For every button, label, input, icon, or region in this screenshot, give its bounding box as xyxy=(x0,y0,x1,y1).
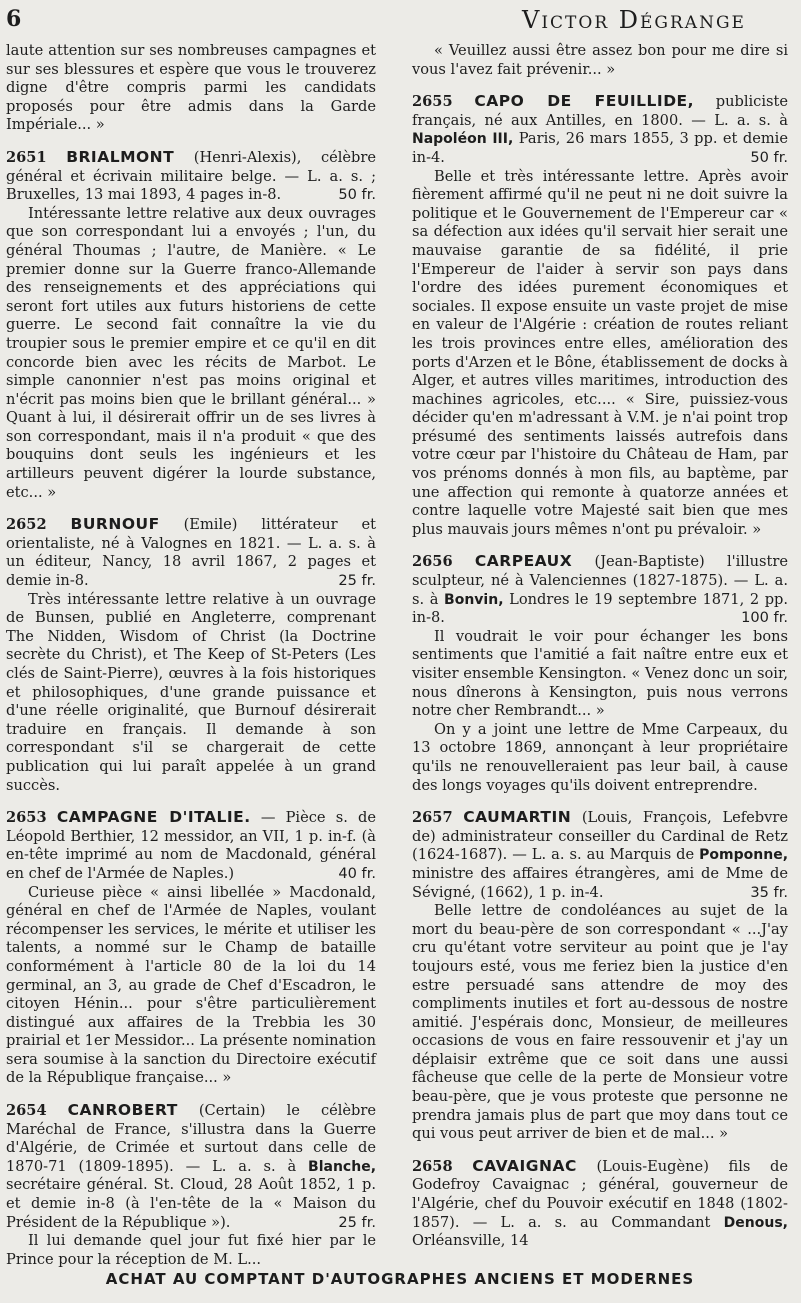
entry-description: Il voudrait le voir pour échanger les bons sentiments que l'amitié a fait naître entre eux et visiter ensemble Kensington. « Venez donc un soir, nous dînerons à Kensington, puis nous verrons notre cher Rembrandt... » xyxy=(412,627,788,720)
entry-details-continued: Londres le 19 septembre 1871, 2 pp. in-8. xyxy=(412,590,789,627)
entry-number: 2653 xyxy=(6,809,47,827)
page-number: 6 xyxy=(6,6,22,32)
entry-details-continued: ministre des affaires étrangères, ami de Mme de Sévigné, (1662), 1 p. in-4. xyxy=(412,864,788,901)
entry-details-continued: Paris, 26 mars 1855, 3 pp. et demie in-4. xyxy=(412,130,788,166)
catalog-entry xyxy=(412,552,788,795)
entry-description-note: On y a joint une lettre de Mme Carpeaux, du 13 octobre 1869, annonçant à leur propriétaire qu'ils ne renouvelleraient pas leur bail, à cause des longs voyages qu'ils doivent entreprendre. xyxy=(412,720,788,794)
entry-number: 2658 xyxy=(412,1157,453,1175)
catalog-entry xyxy=(412,808,788,1144)
entry-details: (Emile) littérateur et orientaliste, né à Valognes en 1821. — L. a. s. à un éditeur, Nancy, 18 avril 1867, 2 pages et demie in-8. xyxy=(6,516,377,590)
entry-number: 2652 xyxy=(6,516,47,534)
carryover-text xyxy=(412,42,788,79)
entry-name: BURNOUF xyxy=(70,515,160,534)
carryover-paragraph: laute attention sur ses nombreuses campagnes et sur ses blessures et espère que vous le trouverez digne d'être compris parmi les candidats proposés pour être admis dans la Garde Impériale... » xyxy=(6,42,376,134)
entry-details-continued: secrétaire général. St. Cloud, 28 Août 1852, 1 p. et demie in-8 (à l'en-tête de la « Maison du Président de la République »). xyxy=(6,1176,376,1231)
entry-recipient: Pomponne, xyxy=(699,847,789,864)
entry-description: Intéressante lettre relative aux deux ouvrages que son correspondant lui a envoyés ; l'un, du général Thoumas ; l'autre, de Manière. « Le premier donne sur la Guerre franco-Allemande des renseignements et des appréciations qui seront fort utiles aux futurs historiens de cette guerre. Le second fait connaître la vie du troupier sous le premier empire et ce qu'il en dit concorde bien avec les récits de Marbot. Le simple canonnier n'est pas moins original et n'écrit pas moins bien que le brillant général... » Quant à lui, il désirerait offrir un de ses livres à son correspondant, mais il n'a produit « que des bouquins dont seuls les ingénieurs et les artilleurs peuvent digérer la lourde substance, etc... » xyxy=(6,204,376,501)
entry-details: — Pièce s. de Léopold Berthier, 12 messidor, an VII, 1 p. in-f. (à en-tête imprimé au nom de Macdonald, général en chef de l'Armée de Naples.) xyxy=(6,809,377,882)
entry-number: 2651 xyxy=(6,148,47,166)
catalog-entry xyxy=(412,1157,788,1251)
entry-details: publiciste français, né aux Antilles, en 1800. — L. a. s. à xyxy=(412,93,789,129)
catalog-entry xyxy=(6,515,376,795)
entry-heading xyxy=(412,92,788,167)
entry-heading xyxy=(6,1101,376,1232)
entry-heading xyxy=(412,552,788,627)
entry-heading xyxy=(6,148,376,205)
entry-details: (Jean-Baptiste) l'illustre sculpteur, né à Valenciennes (1827-1875). — L. a. s. à xyxy=(412,553,789,608)
entry-number: 2657 xyxy=(412,809,453,827)
entry-name: CAUMARTIN xyxy=(463,808,572,827)
entry-name: CANROBERT xyxy=(67,1101,178,1120)
catalog-entry xyxy=(6,148,376,502)
entry-details: (Certain) le célèbre Maréchal de France, s'illustra dans la Guerre d'Algérie, de Crimée et surtout dans celle de 1870-71 (1809-1895). — L. a. s. à xyxy=(6,1102,377,1175)
entry-description: Très intéressante lettre relative à un ouvrage de Bunsen, publié en Angleterre, comprenant The Nidden, Wisdom of Christ (la Doctrine secrète du Christ), et The Keep of St-Peters (Les clés de Saint-Pierre), œuvres à la fois historiques et philosophiques, d'une grande puissance et d'une réelle originalité, que Burnouf désirerait traduire en français. Il demande à son correspondant s'il se chargerait de cette publication qui lui paraît appelée à un grand succès. xyxy=(6,590,376,794)
catalog-entry xyxy=(6,808,376,1088)
entry-details: (Henri-Alexis), célèbre général et écrivain militaire belge. — L. a. s. ; Bruxelles, 13 mai 1893, 4 pages in-8. xyxy=(6,148,377,204)
entry-description: Belle et très intéressante lettre. Après avoir fièrement affirmé qu'il ne peut ni ne doit suivre la politique et le Gouvernement de l'Empereur car « sa défection aux idées qu'il servait hier serait une mauvaise garantie de sa fidélité, il prie l'Empereur de l'aider à servir son pays dans l'ordre des idées purement économiques et sociales. Il expose ensuite un vaste projet de mise en valeur de l'Algérie : création de routes reliant les trois provinces entre elles, amélioration des ports d'Arzen et le Bône, établissement de docks à Alger, et autres villes maritimes, introduction des machines agricoles, etc.... « Sire, puissiez-vous décider qu'en m'adressant à V.M. je n'ai point trop présumé des sentiments laissés autrefois dans votre cœur par l'histoire du Château de Ham, par vos prénoms donnés à mon fils, au baptème, par une affection qui remonte à quatorze années et contre laquelle votre Majesté sait bien que mes plus mauvais jours mêmes n'ont pu prévaloir. » xyxy=(412,167,788,538)
entry-heading xyxy=(412,808,788,902)
entry-details: (Louis, François, Lefebvre de) administrateur conseiller du Cardinal de Retz (1624-1687). — L. a. s. au Marquis de xyxy=(412,809,789,864)
entry-price: 100 fr. xyxy=(741,609,788,627)
entry-recipient: Bonvin, xyxy=(444,591,504,608)
entry-number: 2654 xyxy=(6,1102,47,1120)
entry-recipient: Denous, xyxy=(723,1214,788,1231)
entry-description: Il lui demande quel jour fut fixé hier par le Prince pour la réception de M. L... xyxy=(6,1232,376,1268)
entry-price: 50 fr. xyxy=(338,186,376,204)
entry-heading xyxy=(412,1157,788,1251)
right-column xyxy=(412,42,788,1264)
entry-number: 2655 xyxy=(412,93,453,111)
entry-details: (Louis-Eugène) fils de Godefroy Cavaignac ; général, gouverneur de l'Algérie, chef du Pouvoir exécutif en 1848 (1802-1857). — L. a. s. au Commandant xyxy=(412,1157,788,1231)
entry-name: CAVAIGNAC xyxy=(472,1156,577,1175)
entry-heading xyxy=(6,515,376,590)
left-column xyxy=(6,42,376,1282)
entry-price: 25 fr. xyxy=(338,1213,376,1231)
entry-recipient: Napoléon III, xyxy=(412,131,514,148)
page-footer: ACHAT AU COMPTANT D'AUTOGRAPHES ANCIENS ET MODERNES xyxy=(105,1270,695,1288)
entry-number: 2656 xyxy=(412,553,453,571)
catalog-entry xyxy=(412,92,788,539)
entry-recipient: Blanche, xyxy=(308,1158,377,1175)
entry-price: 35 fr. xyxy=(750,883,788,901)
entry-name: CAPO DE FEUILLIDE, xyxy=(474,92,695,111)
running-title: Victor Dégrange xyxy=(522,6,746,34)
entry-price: 50 fr. xyxy=(750,148,788,166)
entry-price: 40 fr. xyxy=(338,864,376,882)
entry-description: Curieuse pièce « ainsi libellée » Macdonald, général en chef de l'Armée de Naples, voulant récompenser les services, le mérite et utiliser les talents, a nommé sur le Champ de bataille conformément à l'article 80 de la loi du 14 germinal, an 3, au grade de Chef d'Escadron, le citoyen Hénin... pour s'être particulièrement distingué aux affaires de la Trebbia les 30 prairial et 1er Messidor... La présente nomination sera soumise à la sanction du Directoire exécutif de la République française... » xyxy=(6,883,376,1087)
carryover-paragraph: « Veuillez aussi être assez bon pour me dire si vous l'avez fait prévenir... » xyxy=(412,42,788,78)
entry-heading xyxy=(6,808,376,883)
catalog-entry xyxy=(6,1101,376,1269)
entry-price: 25 fr. xyxy=(338,572,376,590)
entry-name: BRIALMONT xyxy=(66,147,175,166)
entry-details-continued: Orléansville, 14 xyxy=(412,1232,529,1250)
entry-name: CARPEAUX xyxy=(474,552,573,571)
entry-description: Belle lettre de condoléances au sujet de la mort du beau-père de son correspondant « ...J'ay cru qu'étant votre serviteur au point que je l'ay toujours esté, vous me feriez bien la justice d'en estre persuadé sans attendre de moy des compliments inutiles et fort au-dessous de nostre amitié. J'espérais donc, Monsieur, de meilleures occasions de vous en faire ressouvenir et j'ay un déplaisir extrême que ce soit dans une aussi fâcheuse que celle de la perte de Monsieur votre beau-père, que je vous proteste que personne ne prendra jamais plus de part que moy dans tout ce qui vous peut arriver de bien et de mal... » xyxy=(412,902,788,1143)
entry-name: CAMPAGNE D'ITALIE. xyxy=(56,808,251,827)
carryover-text xyxy=(6,42,376,135)
